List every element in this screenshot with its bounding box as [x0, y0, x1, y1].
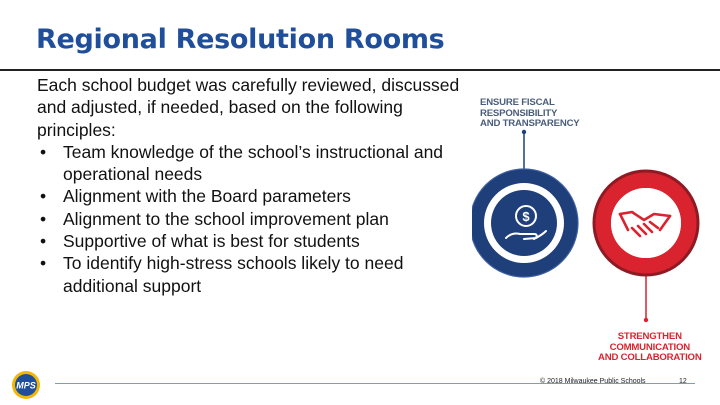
list-item — [37, 208, 477, 230]
slide-body — [37, 74, 477, 297]
communication-label-line: COMMUNICATION — [609, 341, 690, 353]
list-item-text: Alignment to the school improvement plan — [63, 208, 389, 229]
top-connector-dot — [522, 130, 526, 134]
communication-label-line: AND COLLABORATION — [598, 352, 702, 363]
intro-text: Each school budget was carefully reviewed, discussed and adjusted, if needed, based on the following principles: — [37, 75, 460, 140]
list-item — [37, 185, 477, 207]
list-item-text: To identify high-stress schools likely to need additional support — [63, 253, 404, 296]
fiscal-label-line: ENSURE FISCAL — [480, 97, 555, 108]
page-number: 12 — [679, 378, 687, 385]
copyright-text: © 2018 Milwaukee Public Schools — [540, 378, 646, 385]
title-divider — [0, 69, 720, 71]
fiscal-responsibility-label — [480, 98, 580, 130]
bullet-marker: • — [40, 253, 47, 274]
bottom-connector-dot — [644, 318, 648, 322]
dollar-symbol: $ — [522, 209, 530, 224]
mps-logo — [11, 370, 41, 400]
list-item-text: Team knowledge of the school’s instructional and operational needs — [63, 141, 444, 185]
communication-collaboration-label — [598, 332, 702, 364]
list-item — [37, 230, 477, 252]
bullet-marker: • — [40, 186, 47, 207]
principles-graphic — [472, 92, 720, 382]
principles-list — [37, 141, 477, 297]
bullet-marker: • — [40, 208, 47, 229]
list-item — [37, 252, 477, 297]
fiscal-label-line: AND TRANSPARENCY — [480, 118, 580, 129]
bullet-marker: • — [40, 231, 47, 252]
list-item — [37, 141, 477, 186]
fiscal-label-line: RESPONSIBILITY — [480, 107, 558, 119]
logo-text: MPS — [16, 380, 36, 391]
bullet-marker: • — [40, 141, 47, 162]
slide-title: Regional Resolution Rooms — [36, 24, 445, 55]
communication-label-line: STRENGTHEN — [617, 331, 682, 342]
list-item-text: Supportive of what is best for students — [63, 231, 360, 252]
list-item-text: Alignment with the Board parameters — [63, 186, 351, 207]
communication-ring — [594, 171, 698, 275]
